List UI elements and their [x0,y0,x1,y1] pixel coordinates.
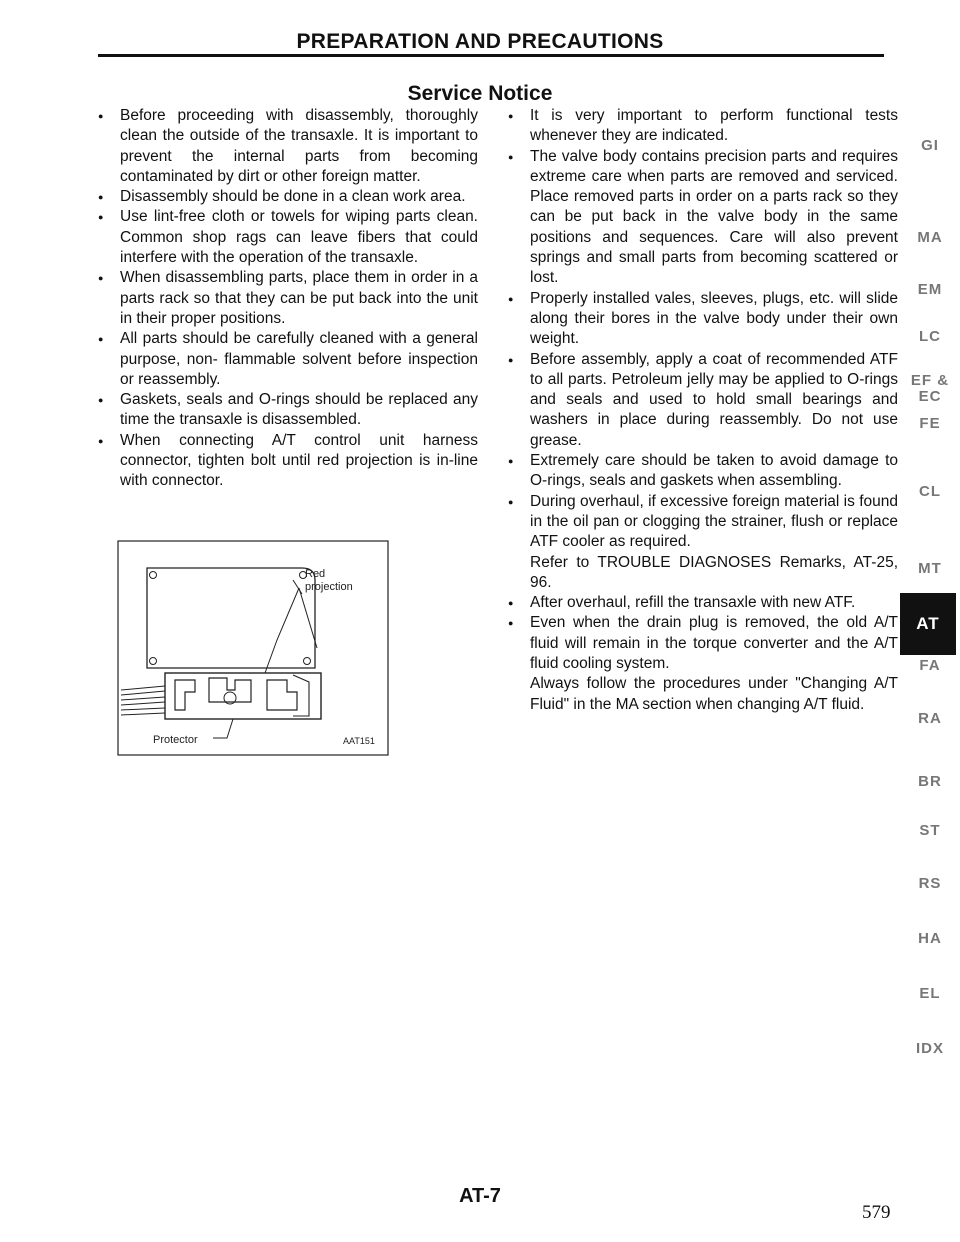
bullet-item [506,492,898,593]
bullet-item [506,147,898,289]
bullet-item: ● Use lint-free cloth or towels for wiping parts clean. Common shop rags can leave fibers that could interfere with the operation of the transaxle. [96,207,478,268]
bullet-item [506,451,898,492]
bullet-text: Extremely care should be taken to avoid damage to O-rings, seals and gaskets when assembling. [530,452,898,490]
section-tab-cl[interactable]: CL [919,483,941,500]
harness-wire [121,708,165,710]
bullet-item [506,106,898,147]
bullet-text: Even when the drain plug is removed, the old A/T fluid will remain in the torque converter and the A/T fluid cooling system. [530,614,898,673]
section-tab-el[interactable]: EL [919,985,941,1002]
harness-wire [121,686,165,690]
control-unit-outline [147,568,315,668]
figure-code: AAT151 [343,736,375,746]
section-tab-em[interactable]: EM [917,281,943,298]
harness-wire [121,691,165,695]
connector-tab [175,680,195,710]
section-tab-rs[interactable]: RS [918,875,942,892]
harness-wire [121,697,165,700]
bullet-item: ● All parts should be carefully cleaned with a general purpose, non- flammable solvent before inspection or reassembly. [96,329,478,390]
section-tab-ec[interactable]: EC [918,388,942,405]
bullet-text: The valve body contains precision parts and requires extreme care when parts are removed and serviced. Place removed parts in order on a parts rack so they can be put back in the valve body in the same positions and sequences. Care will also prevent springs and small parts from becoming scattered or lost. [530,147,898,287]
bullet-item: ● Disassembly should be done in a clean work area. [96,187,478,207]
bullet-item: ● Before proceeding with disassembly, thoroughly clean the outside of the transaxle. It is important to prevent the internal parts from becoming contaminated by dirt or other foreign matter. [96,106,478,187]
bullet-item [506,593,898,613]
bullet-text: It is very important to perform functional tests whenever they are indicated. [530,107,898,145]
section-tabs [900,0,960,1242]
bullet-text: Properly installed vales, sleeves, plugs, etc. will slide along their bores in the valve body under their own weight. [530,289,898,348]
bolt-hole [150,572,157,579]
section-tab-mt[interactable]: MT [918,560,942,577]
section-tab-fe[interactable]: FE [919,415,941,432]
bullet-item [506,613,898,714]
bullet-reference: Refer to TROUBLE DIAGNOSES Remarks, AT-25, 96. [530,553,898,591]
bullet-text: During overhaul, if excessive foreign material is found in the oil pan or clogging the strainer, flush or replace ATF cooler as required. [530,492,898,551]
connector-figure [117,540,389,756]
connector-bolt-housing [209,678,251,702]
left-column [96,106,478,492]
connector-tab [267,680,297,710]
section-tab-ha[interactable]: HA [918,930,942,947]
page-header-title: PREPARATION AND PRECAUTIONS [296,30,664,53]
bullet-note: Always follow the procedures under "Changing A/T Fluid" in the MA section when changing A/T fluid. [530,675,898,713]
bolt-hole [304,658,311,665]
section-tab-gi[interactable]: GI [921,137,939,154]
bullet-item [506,350,898,451]
page-number: 579 [862,1202,891,1223]
section-tab-st[interactable]: ST [919,822,941,839]
connector-diagram [117,540,389,756]
section-tab-at[interactable]: AT [900,593,956,655]
label-protector: Protector [153,734,198,746]
section-title: Service Notice [407,82,553,105]
section-tab-ma[interactable]: MA [917,229,943,246]
bolt-hole [150,658,157,665]
section-tab-lc[interactable]: LC [919,328,941,345]
bullet-text: After overhaul, refill the transaxle with new ATF. [530,594,856,612]
bullet-item [506,289,898,350]
bullet-item: ● When connecting A/T control unit harness connector, tighten bolt until red projection is in-line with connector. [96,431,478,492]
section-page-code: AT-7 [459,1185,501,1207]
left-bullet-list [96,106,478,492]
bullet-item: ● Gaskets, seals and O-rings should be replaced any time the transaxle is disassembled. [96,390,478,431]
projection-line [265,588,299,673]
harness-wire [121,713,165,715]
protector-leader [213,719,233,738]
section-tab-idx[interactable]: IDX [915,1040,944,1057]
section-tab-fa[interactable]: FA [919,657,941,674]
right-bullet-list [506,106,898,715]
section-tab-ef[interactable]: EF & [910,372,950,389]
projection-line [299,588,317,648]
bullet-item: ● When disassembling parts, place them in order in a parts rack so that they can be put back into the unit in their proper positions. [96,268,478,329]
label-projection: projection [305,581,353,593]
section-tab-br[interactable]: BR [918,773,942,790]
label-red: Red [305,568,326,580]
harness-wire [121,702,165,705]
header-rule [98,54,884,57]
figure-frame [118,541,388,755]
bullet-text: Before assembly, apply a coat of recommended ATF to all parts. Petroleum jelly may be applied to O-rings and seals and used to hold small bearings and washers in place during reassembly. Do not use grease. [530,350,898,449]
section-tab-ra[interactable]: RA [918,710,942,727]
right-column [506,106,898,715]
